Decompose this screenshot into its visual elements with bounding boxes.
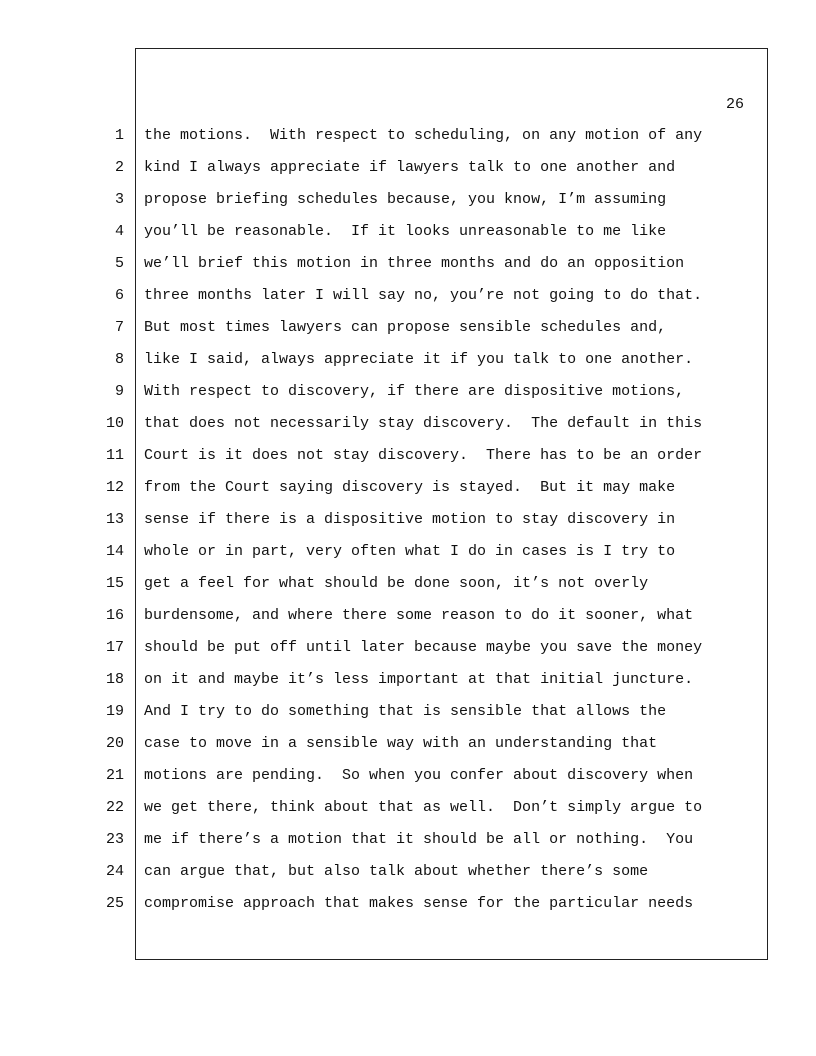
- line-number: 21: [105, 767, 124, 784]
- transcript-line: me if there’s a motion that it should be all or nothing. You: [144, 831, 694, 848]
- transcript-line: And I try to do something that is sensible that allows the: [144, 703, 667, 720]
- line-number: 22: [105, 799, 124, 816]
- line-number: 11: [105, 447, 124, 464]
- transcript-line: With respect to discovery, if there are dispositive motions,: [144, 383, 685, 400]
- line-number: 1: [114, 127, 124, 144]
- transcript-line: that does not necessarily stay discovery. The default in this: [144, 415, 703, 432]
- line-number: 15: [105, 575, 124, 592]
- line-number: 16: [105, 607, 124, 624]
- line-number: 25: [105, 895, 124, 912]
- line-number: 18: [105, 671, 124, 688]
- transcript-line: case to move in a sensible way with an understanding that: [144, 735, 658, 752]
- transcript-line: Court is it does not stay discovery. There has to be an order: [144, 447, 703, 464]
- line-number: 20: [105, 735, 124, 752]
- transcript-line: compromise approach that makes sense for the particular needs: [144, 895, 694, 912]
- line-number: 19: [105, 703, 124, 720]
- line-number: 9: [114, 383, 124, 400]
- transcript-line: sense if there is a dispositive motion to stay discovery in: [144, 511, 676, 528]
- line-number: 7: [114, 319, 124, 336]
- transcript-text: [144, 126, 754, 926]
- line-number-column: [96, 126, 124, 926]
- line-number: 3: [114, 191, 124, 208]
- transcript-line: on it and maybe it’s less important at that initial juncture.: [144, 671, 694, 688]
- line-number: 24: [105, 863, 124, 880]
- transcript-line: burdensome, and where there some reason to do it sooner, what: [144, 607, 694, 624]
- transcript-line: should be put off until later because maybe you save the money: [144, 639, 703, 656]
- line-number: 23: [105, 831, 124, 848]
- line-number: 4: [114, 223, 124, 240]
- line-number: 5: [114, 255, 124, 272]
- transcript-line: motions are pending. So when you confer about discovery when: [144, 767, 694, 784]
- transcript-line: whole or in part, very often what I do in cases is I try to: [144, 543, 676, 560]
- line-number: 2: [114, 159, 124, 176]
- transcript-line: kind I always appreciate if lawyers talk to one another and: [144, 159, 676, 176]
- line-number: 13: [105, 511, 124, 528]
- transcript-line: can argue that, but also talk about whether there’s some: [144, 863, 649, 880]
- transcript-line: you’ll be reasonable. If it looks unreasonable to me like: [144, 223, 667, 240]
- transcript-line: three months later I will say no, you’re not going to do that.: [144, 287, 703, 304]
- transcript-line: we get there, think about that as well. Don’t simply argue to: [144, 799, 703, 816]
- transcript-line: the motions. With respect to scheduling, on any motion of any: [144, 127, 703, 144]
- line-number: 8: [114, 351, 124, 368]
- line-number: 12: [105, 479, 124, 496]
- transcript-line: But most times lawyers can propose sensible schedules and,: [144, 319, 667, 336]
- transcript-line: propose briefing schedules because, you know, I’m assuming: [144, 191, 667, 208]
- transcript-line: we’ll brief this motion in three months and do an opposition: [144, 255, 685, 272]
- transcript-line: from the Court saying discovery is stayed. But it may make: [144, 479, 676, 496]
- line-number: 10: [105, 415, 124, 432]
- line-number: 6: [114, 287, 124, 304]
- transcript-line: like I said, always appreciate it if you talk to one another.: [144, 351, 694, 368]
- transcript-line: get a feel for what should be done soon, it’s not overly: [144, 575, 649, 592]
- line-number: 17: [105, 639, 124, 656]
- page-number: 26: [725, 96, 744, 113]
- line-number: 14: [105, 543, 124, 560]
